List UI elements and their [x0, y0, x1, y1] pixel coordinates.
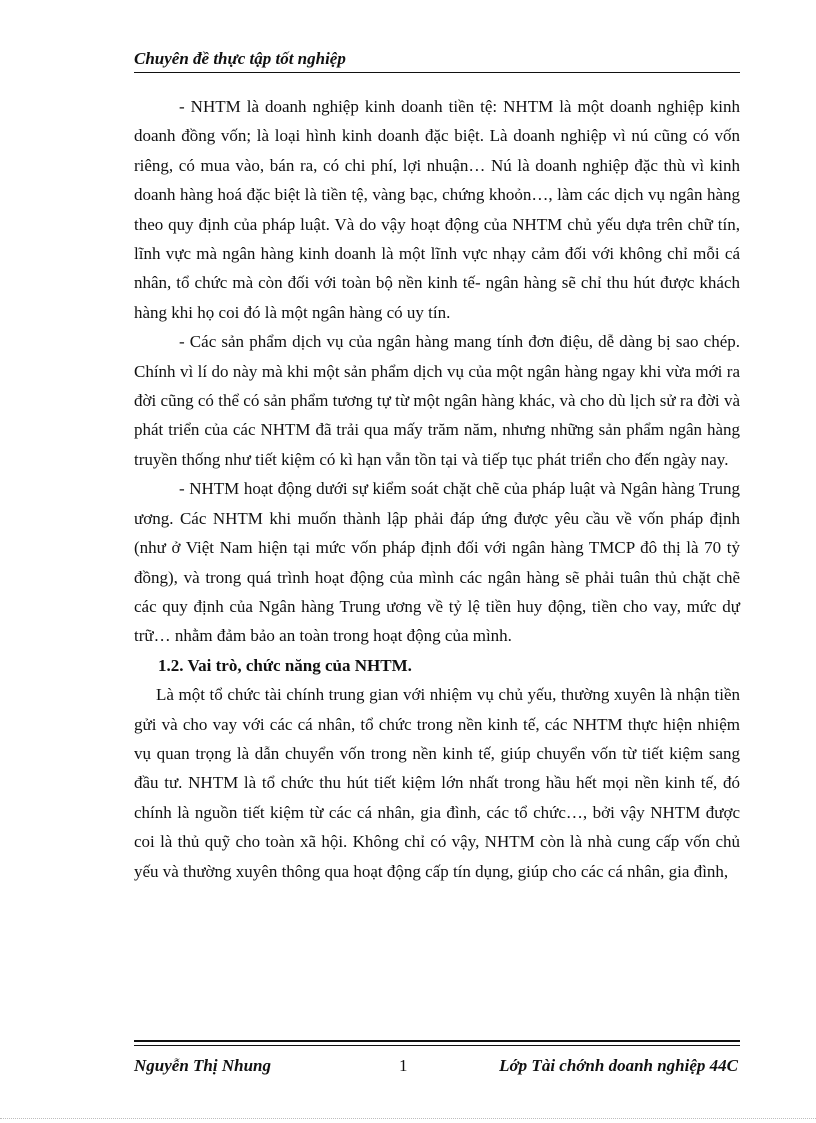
section-heading: 1.2. Vai trò, chức năng của NHTM.: [158, 655, 412, 675]
page-edge-divider: [0, 1118, 816, 1119]
paragraph-3: - NHTM hoạt động dưới sự kiểm soát chặt chẽ của pháp luật và Ngân hàng Trung ương. Các NHTM khi muốn thành lập phải đáp ứng được yêu cầu về vốn pháp định (như ở Việt Nam hiện tại mức vốn pháp định đối với ngân hàng TMCP đô thị là 70 tỷ đồng), và trong quá trình hoạt động của mình các ngân hàng sẽ phải tuân thủ chặt chẽ các quy định của Ngân hàng Trung ương về tỷ lệ tiền huy động, tiền cho vay, mức dự trữ… nhằm đảm bảo an toàn trong hoạt động của mình.: [134, 479, 740, 646]
document-body: [134, 92, 740, 886]
paragraph-2: - Các sản phẩm dịch vụ của ngân hàng mang tính đơn điệu, dễ dàng bị sao chép. Chính vì lí do này mà khi một sản phẩm dịch vụ của một ngân hàng ngay khi vừa mới ra đời cũng có thể có sản phẩm tương tự từ một ngân hàng khác, và cho dù lịch sử ra đời và phát triển của các NHTM đã trải qua mấy trăm năm, nhưng những sản phẩm ngân hàng truyền thống như tiết kiệm có kì hạn vẫn tồn tại và tiếp tục phát triển cho đến ngày nay.: [134, 332, 740, 469]
page-header: [134, 48, 740, 73]
footer-class: Lớp Tài chớnh doanh nghiệp 44C: [499, 1056, 738, 1075]
section-paragraph: Là một tổ chức tài chính trung gian với nhiệm vụ chủ yếu, thường xuyên là nhận tiền gửi và cho vay với các cá nhân, tổ chức trong nền kinh tế, các NHTM thực hiện nhiệm vụ quan trọng là dẫn chuyển vốn trong nền kinh tế, giúp chuyển vốn từ tiết kiệm sang đầu tư. NHTM là tổ chức thu hút tiết kiệm lớn nhất trong hầu hết mọi nền kinh tế, đó chính là nguồn tiết kiệm từ các cá nhân, gia đình, các tổ chức…, bởi vậy NHTM được coi là thủ quỹ cho toàn xã hội. Không chỉ có vậy, NHTM còn là nhà cung cấp vốn chủ yếu và thường xuyên thông qua hoạt động cấp tín dụng, giúp cho các cá nhân, gia đình,: [134, 685, 740, 881]
page-footer: [134, 1040, 740, 1086]
footer-rule: [134, 1045, 740, 1046]
paragraph-1: - NHTM là doanh nghiệp kinh doanh tiền tệ: NHTM là một doanh nghiệp kinh doanh đồng vốn; là loại hình kinh doanh đặc biệt. Là doanh nghiệp vì nú cũng có vốn riêng, có mua vào, bán ra, có chi phí, lợi nhuận… Nú là doanh nghiệp đặc thù vì kinh doanh hàng hoá đặc biệt là tiền tệ, vàng bạc, chứng khoỏn…, làm các dịch vụ ngân hàng theo quy định của pháp luật. Và do vậy hoạt động của NHTM chủ yếu dựa trên chữ tín, lĩnh vực mà ngân hàng kinh doanh là một lĩnh vực nhạy cảm đối với không chỉ mỗi cá nhân, tổ chức mà còn đối với toàn bộ nền kinh tế- ngân hàng sẽ chỉ thu hút được khách hàng khi họ coi đó là một ngân hàng có uy tín.: [134, 97, 740, 322]
header-title: Chuyên đề thực tập tốt nghiệp: [134, 49, 346, 68]
footer-author: Nguyễn Thị Nhung: [134, 1056, 271, 1075]
page-number: 1: [399, 1056, 408, 1075]
